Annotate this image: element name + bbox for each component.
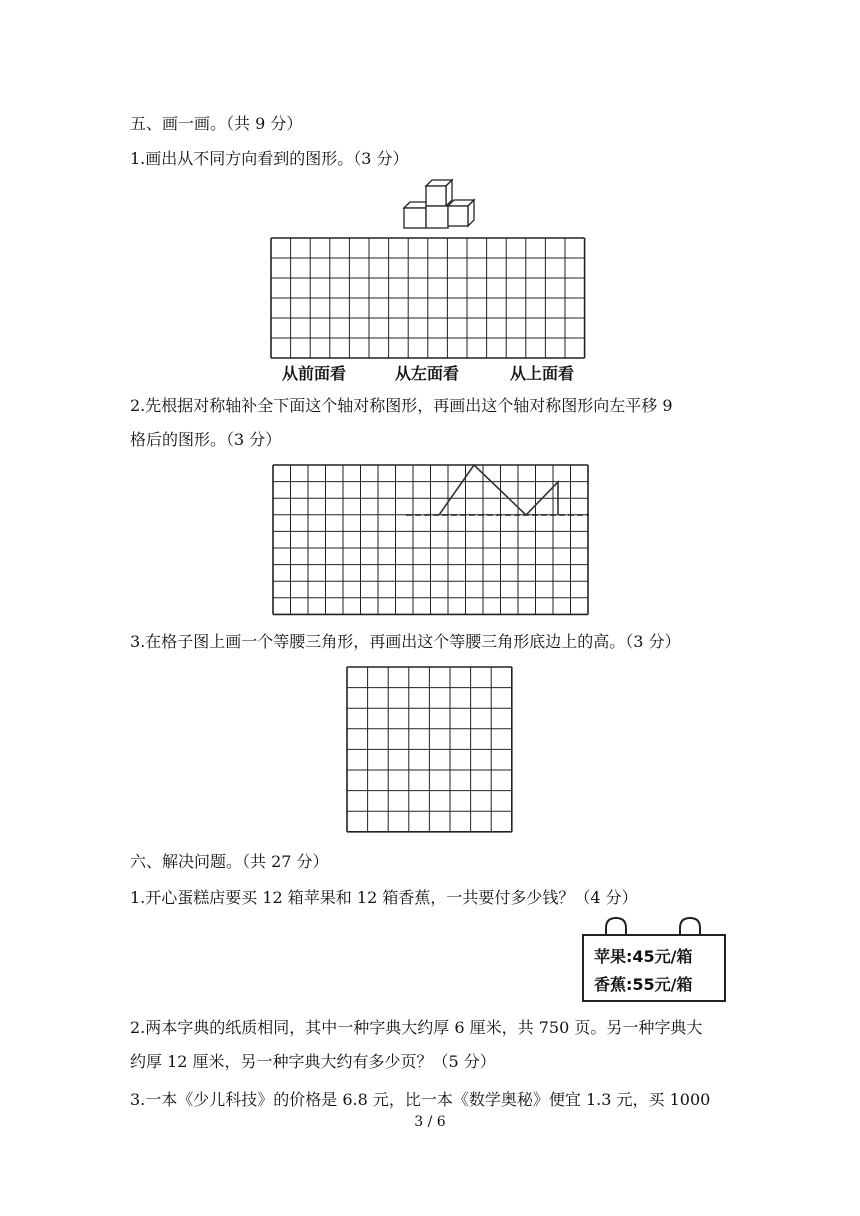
question-6-2-line2: 约厚 12 厘米，另一种字典大约有多少页？（5 分） [130,1052,496,1071]
section6-heading: 六、解决问题。（共 27 分） [130,852,329,871]
question-6-3-line1: 3.一本《少儿科技》的价格是 6.8 元，比一本《数学奥秘》便宜 1.3 元，买 1000 [130,1090,711,1109]
question-6-1: 1.开心蛋糕店要买 12 箱苹果和 12 箱香蕉，一共要付多少钱？（4 分） [130,888,638,907]
page-number: 3 / 6 [414,1114,446,1130]
section5-heading: 五、画一画。（共 9 分） [130,114,303,133]
question-5-3: 3.在格子图上画一个等腰三角形，再画出这个等腰三角形底边上的高。（3 分） [130,632,681,651]
grid-isosceles-triangle[interactable] [346,666,514,834]
label-left-view: 从左面看 [395,364,460,383]
cube-stack-figure [398,178,488,230]
question-5-1: 1.画出从不同方向看到的图形。（3 分） [130,149,409,168]
price-banana: 香蕉:55元/箱 [594,975,693,994]
price-sign [582,934,726,1002]
grid-symmetry[interactable] [272,464,590,616]
question-5-2-line2: 格后的图形。（3 分） [130,430,282,449]
price-apple: 苹果:45元/箱 [594,947,693,966]
question-5-2-line1: 2.先根据对称轴补全下面这个轴对称图形，再画出这个轴对称图形向左平移 9 [130,396,673,415]
question-6-2-line1: 2.两本字典的纸质相同，其中一种字典大约厚 6 厘米，共 750 页。另一种字典大 [130,1018,703,1037]
grid-three-views[interactable] [270,237,586,359]
label-top-view: 从上面看 [510,364,575,383]
label-front-view: 从前面看 [282,364,347,383]
